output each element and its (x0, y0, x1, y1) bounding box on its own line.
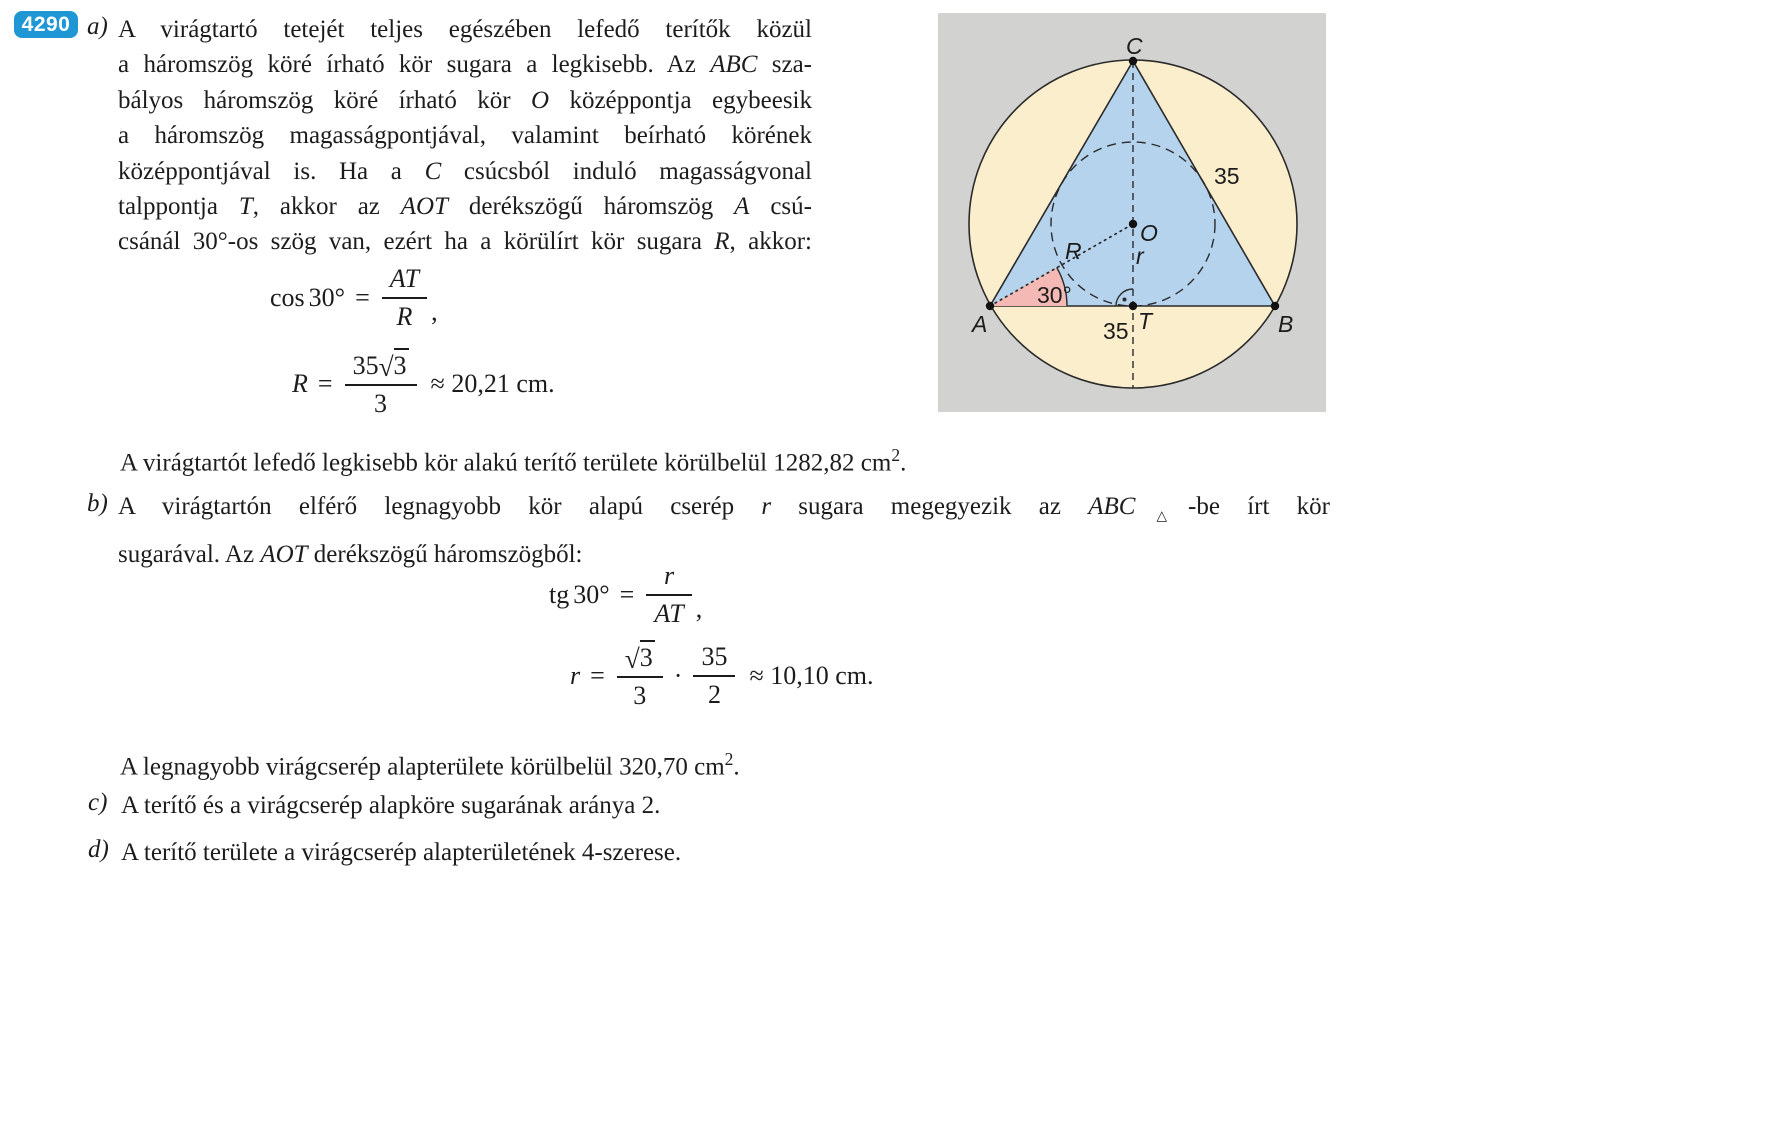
fraction-numerator: AT (389, 264, 420, 293)
part-d-label: d) (88, 836, 109, 863)
right-angle-dot (1123, 298, 1127, 302)
fraction-denominator: AT (646, 594, 691, 629)
figure-svg (938, 13, 1326, 412)
approx-result: ≈ 10,10 cm. (749, 660, 874, 690)
part-b-label: b) (87, 490, 108, 517)
variable-r: r (570, 660, 581, 690)
fraction-denominator: R (382, 297, 427, 332)
part-a-line: A virágtartó tetejét teljes egészében lefedő terítők közül (118, 16, 812, 43)
fraction-denominator: 3 (617, 676, 663, 711)
formula-R-result (292, 348, 555, 419)
point-A-dot (986, 302, 994, 310)
label-O: O (1140, 220, 1158, 246)
part-a-line: a háromszög köré írható kör sugara a legkisebb. Az ABC sza- (118, 51, 813, 79)
label-R: R (1065, 238, 1082, 264)
formula-angle: 30° (573, 580, 610, 609)
fraction-denominator: 2 (693, 675, 735, 710)
comma: , (431, 297, 438, 326)
part-a-line: talppontja T, akkor az AOT derékszögű háromszög A csú- (118, 193, 812, 221)
radical-sign: √ (624, 643, 640, 674)
geometry-figure (938, 13, 1326, 412)
part-a-paragraph (118, 12, 812, 260)
fraction-numerator (617, 640, 663, 676)
approx-result: ≈ 20,21 cm. (430, 368, 555, 398)
label-T: T (1138, 308, 1153, 334)
formula-cos30 (270, 264, 438, 332)
fraction (617, 640, 663, 711)
part-b-line: A virágtartón elférő legnagyobb kör alapú cserép r sugara megegyezik az $ABC_\triangle-be$ írt kör (118, 493, 1331, 524)
formula-angle: 30° (308, 283, 346, 312)
label-C: C (1126, 33, 1143, 59)
point-O-dot (1129, 220, 1137, 228)
label-A: A (972, 311, 988, 337)
comma: , (695, 594, 703, 623)
formula-tg30 (549, 561, 702, 629)
formula-function: cos (270, 283, 305, 312)
label-side-35: 35 (1214, 163, 1240, 189)
part-b-paragraph (118, 488, 1330, 573)
point-T-dot (1129, 302, 1137, 310)
label-angle-30: 30° (1037, 282, 1072, 308)
fraction-numerator (345, 348, 417, 384)
part-a-line: bályos háromszög köré írható kör O középpontja egybeesik (118, 86, 812, 114)
problem-number-badge: 4290 (14, 11, 78, 38)
point-B-dot (1271, 302, 1279, 310)
part-a-result: A virágtartót lefedő legkisebb kör alakú terítő területe körülbelül 1282,82 $cm^2$. (120, 445, 907, 477)
multiplication-dot: · (673, 660, 683, 690)
equals-sign: = (317, 368, 333, 398)
part-b-line: sugarával. Az AOT derékszögű háromszögből: (118, 540, 583, 568)
part-a-line: középpontjával is. Ha a C csúcsból induló magasságvonal (118, 157, 812, 185)
fraction-numerator: r (663, 561, 675, 590)
fraction (382, 264, 427, 332)
equals-sign: = (590, 660, 605, 690)
fraction (646, 561, 691, 629)
equals-sign: = (355, 283, 370, 312)
fraction (345, 348, 417, 419)
coefficient: 35 (352, 351, 379, 380)
part-b-result: A legnagyobb virágcserép alapterülete körülbelül 320,70 $cm^2$. (120, 749, 740, 781)
radicand: 3 (640, 640, 655, 673)
fraction-numerator: 35 (701, 641, 728, 671)
part-c-text: A terítő és a virágcserép alapköre sugarának aránya 2. (121, 792, 661, 819)
variable-R: R (292, 368, 308, 398)
radical-sign: √ (378, 351, 394, 382)
formula-r-result (570, 640, 874, 711)
part-a-line: a háromszög magasságpontjával, valamint beírható körének (118, 122, 812, 150)
part-c-label: c) (88, 789, 108, 816)
label-base-35: 35 (1103, 318, 1129, 344)
part-d-text: A terítő területe a virágcserép alapterületének 4-szerese. (121, 839, 682, 866)
equals-sign: = (619, 580, 635, 609)
label-B: B (1278, 311, 1294, 337)
fraction-denominator: 3 (345, 384, 417, 419)
fraction (693, 642, 735, 710)
label-r: r (1136, 243, 1144, 269)
radicand: 3 (394, 348, 409, 381)
part-a-label: a) (87, 13, 108, 40)
formula-function: tg (549, 580, 570, 609)
part-a-line: csánál 30°-os szög van, ezért ha a körülírt kör sugara R, akkor: (118, 228, 812, 256)
